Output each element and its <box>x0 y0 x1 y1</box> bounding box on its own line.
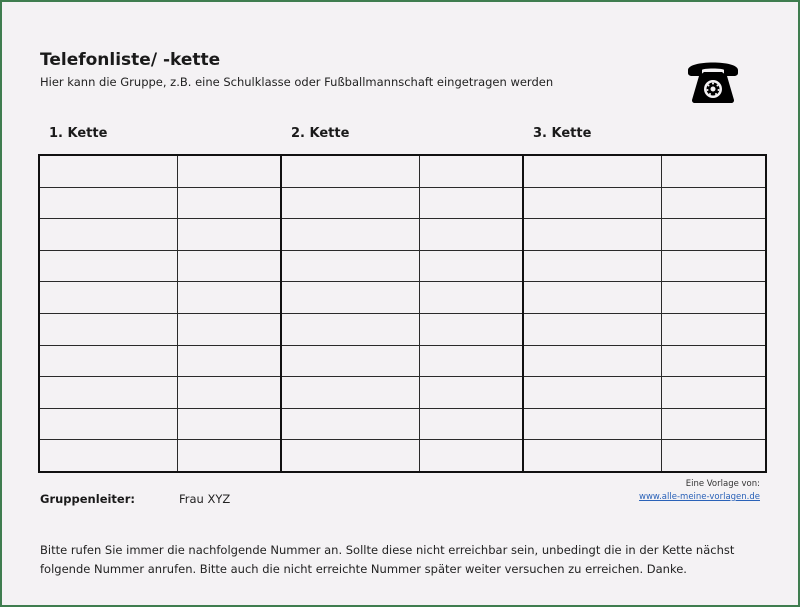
chain-2-number-cell[interactable] <box>419 440 523 472</box>
chain-2-name-cell[interactable] <box>281 155 419 187</box>
chain-2-name-cell[interactable] <box>281 313 419 345</box>
chain-1-name-cell[interactable] <box>39 250 177 282</box>
group-leader-value: Frau XYZ <box>179 492 231 506</box>
chain-3-name-cell[interactable] <box>523 440 661 472</box>
chain-1-number-cell[interactable] <box>177 440 281 472</box>
chain-1-name-cell[interactable] <box>39 345 177 377</box>
chain-1-number-cell[interactable] <box>177 250 281 282</box>
table-row <box>39 345 766 377</box>
chain-1-number-cell[interactable] <box>177 219 281 251</box>
chain-2-name-cell[interactable] <box>281 219 419 251</box>
chain-3-name-cell[interactable] <box>523 313 661 345</box>
chain-1-number-cell[interactable] <box>177 187 281 219</box>
chain-3-number-cell[interactable] <box>661 408 766 440</box>
chain-2-name-cell[interactable] <box>281 440 419 472</box>
table-row <box>39 250 766 282</box>
chain-1-number-cell[interactable] <box>177 345 281 377</box>
chain-1-number-cell[interactable] <box>177 282 281 314</box>
chain-1-name-cell[interactable] <box>39 408 177 440</box>
template-credit <box>639 478 760 504</box>
chain-2-number-cell[interactable] <box>419 187 523 219</box>
chain-1-name-cell[interactable] <box>39 187 177 219</box>
chain-2-number-cell[interactable] <box>419 250 523 282</box>
page-subtitle: Hier kann die Gruppe, z.B. eine Schulklasse oder Fußballmannschaft eingetragen werden <box>40 75 554 89</box>
chain-3-number-cell[interactable] <box>661 282 766 314</box>
chain-2-name-cell[interactable] <box>281 345 419 377</box>
chain-3-name-cell[interactable] <box>523 345 661 377</box>
chain-3-number-cell[interactable] <box>661 187 766 219</box>
credit-label: Eine Vorlage von: <box>685 479 760 489</box>
chain-2-number-cell[interactable] <box>419 219 523 251</box>
chain-1-number-cell[interactable] <box>177 155 281 187</box>
chain-3-number-cell[interactable] <box>661 219 766 251</box>
chain-1-name-cell[interactable] <box>39 377 177 409</box>
chain-2-label: 2. Kette <box>291 126 350 141</box>
chain-3-number-cell[interactable] <box>661 250 766 282</box>
chain-1-name-cell[interactable] <box>39 155 177 187</box>
chain-3-number-cell[interactable] <box>661 440 766 472</box>
chain-2-name-cell[interactable] <box>281 408 419 440</box>
chain-1-name-cell[interactable] <box>39 219 177 251</box>
chain-3-name-cell[interactable] <box>523 377 661 409</box>
table-row <box>39 377 766 409</box>
phone-chain-table <box>38 154 767 473</box>
chain-3-number-cell[interactable] <box>661 313 766 345</box>
chain-2-number-cell[interactable] <box>419 155 523 187</box>
chain-3-name-cell[interactable] <box>523 250 661 282</box>
chain-1-number-cell[interactable] <box>177 408 281 440</box>
chain-2-number-cell[interactable] <box>419 345 523 377</box>
chain-3-label: 3. Kette <box>533 126 592 141</box>
chain-2-name-cell[interactable] <box>281 377 419 409</box>
group-leader-label: Gruppenleiter: <box>40 492 135 506</box>
chain-2-name-cell[interactable] <box>281 282 419 314</box>
table-row <box>39 187 766 219</box>
telephone-icon <box>684 56 742 104</box>
chain-3-name-cell[interactable] <box>523 187 661 219</box>
table-row <box>39 155 766 187</box>
chain-3-number-cell[interactable] <box>661 155 766 187</box>
chain-2-number-cell[interactable] <box>419 408 523 440</box>
chain-1-name-cell[interactable] <box>39 313 177 345</box>
table-row <box>39 313 766 345</box>
chain-3-name-cell[interactable] <box>523 155 661 187</box>
chain-2-name-cell[interactable] <box>281 250 419 282</box>
chain-2-number-cell[interactable] <box>419 282 523 314</box>
chain-3-name-cell[interactable] <box>523 219 661 251</box>
chain-2-name-cell[interactable] <box>281 187 419 219</box>
chain-1-name-cell[interactable] <box>39 282 177 314</box>
chain-2-number-cell[interactable] <box>419 313 523 345</box>
chain-3-number-cell[interactable] <box>661 377 766 409</box>
table-row <box>39 219 766 251</box>
chain-1-name-cell[interactable] <box>39 440 177 472</box>
page-title: Telefonliste/ -kette <box>40 50 221 70</box>
chain-1-number-cell[interactable] <box>177 313 281 345</box>
table-row <box>39 282 766 314</box>
chain-3-number-cell[interactable] <box>661 345 766 377</box>
credit-link[interactable]: www.alle-meine-vorlagen.de <box>639 492 760 502</box>
instruction-note: Bitte rufen Sie immer die nachfolgende Nummer an. Sollte diese nicht erreichbar sein, unbedingt die in der Kette nächst folgende Nummer anrufen. Bitte auch die nicht erreichte Nummer später weiter versuchen zu erreichen. Danke. <box>40 543 735 576</box>
table-row <box>39 408 766 440</box>
chain-1-number-cell[interactable] <box>177 377 281 409</box>
chain-3-name-cell[interactable] <box>523 408 661 440</box>
chain-2-number-cell[interactable] <box>419 377 523 409</box>
chain-1-label: 1. Kette <box>49 126 108 141</box>
table-row <box>39 440 766 472</box>
chain-3-name-cell[interactable] <box>523 282 661 314</box>
